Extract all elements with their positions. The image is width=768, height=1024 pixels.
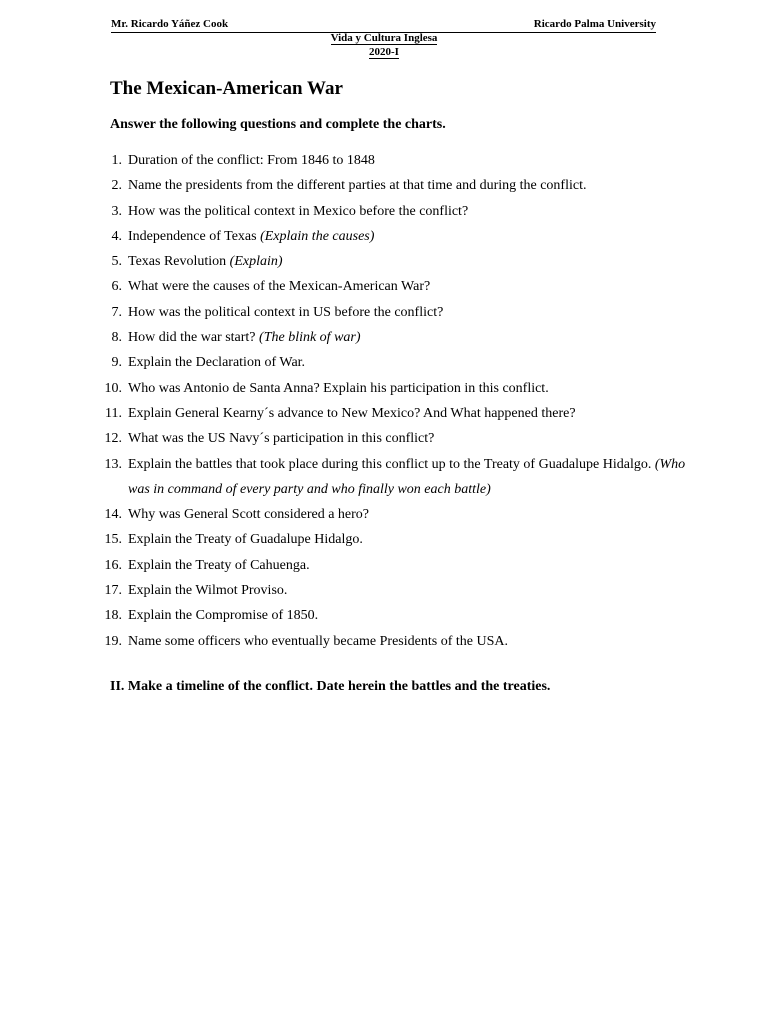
question-number: 18. xyxy=(104,608,122,624)
term-line xyxy=(0,45,768,59)
question-number: 6. xyxy=(111,279,122,295)
question-item xyxy=(100,300,700,325)
question-text xyxy=(122,426,700,451)
question-main-text: How was the political context in US before the conflict? xyxy=(128,304,444,320)
question-note: (Explain) xyxy=(229,254,283,270)
question-text xyxy=(122,224,700,249)
question-item xyxy=(100,148,700,173)
question-item xyxy=(100,224,700,249)
question-text xyxy=(122,527,700,552)
question-number: 12. xyxy=(104,431,122,447)
question-main-text: What was the US Navy´s participation in this conflict? xyxy=(128,431,435,447)
question-text xyxy=(122,199,700,224)
university-name: Ricardo Palma University xyxy=(533,18,656,30)
question-main-text: Duration of the conflict: From 1846 to 1848 xyxy=(128,153,375,168)
question-text xyxy=(122,148,700,173)
question-text xyxy=(122,376,700,401)
question-item xyxy=(100,173,700,198)
question-text xyxy=(122,249,700,274)
question-text xyxy=(122,553,700,578)
question-number: 17. xyxy=(104,583,122,599)
question-number: 19. xyxy=(104,633,122,649)
question-main-text: Who was Antonio de Santa Anna? Explain his participation in this conflict. xyxy=(128,380,549,396)
instruction-text: Answer the following questions and complete the charts. xyxy=(110,117,446,132)
question-item xyxy=(100,629,700,654)
question-main-text: Name some officers who eventually became Presidents of the USA. xyxy=(128,633,508,649)
question-text xyxy=(122,629,700,654)
question-item xyxy=(100,249,700,274)
question-text xyxy=(122,350,700,375)
question-number: 1. xyxy=(111,153,122,168)
question-main-text: What were the causes of the Mexican-American War? xyxy=(128,279,431,295)
question-item xyxy=(100,274,700,299)
question-item xyxy=(100,401,700,426)
question-text xyxy=(122,502,700,527)
question-text xyxy=(122,300,700,325)
course-name-line xyxy=(0,31,768,45)
question-item xyxy=(100,350,700,375)
question-list xyxy=(100,148,700,654)
question-number: 5. xyxy=(111,254,122,270)
section-two-heading: II. Make a timeline of the conflict. Date herein the battles and the treaties. xyxy=(110,679,551,694)
page-title: The Mexican-American War xyxy=(110,78,343,99)
term-label: 2020-I xyxy=(369,46,399,58)
question-text xyxy=(122,325,700,350)
question-number: 7. xyxy=(111,304,122,320)
question-number: 4. xyxy=(111,228,122,244)
question-number: 14. xyxy=(104,507,122,523)
question-main-text: Explain the battles that took place during this conflict up to the Treaty of Guadalupe Hidalgo. xyxy=(128,456,655,472)
question-main-text: Explain General Kearny´s advance to New Mexico? And What happened there? xyxy=(128,405,576,421)
question-item xyxy=(100,325,700,350)
question-item xyxy=(100,452,700,503)
question-item xyxy=(100,553,700,578)
question-note: (Explain the causes) xyxy=(260,228,375,244)
question-main-text: Explain the Wilmot Proviso. xyxy=(128,583,288,599)
question-item xyxy=(100,426,700,451)
question-number: 3. xyxy=(111,203,122,219)
question-item xyxy=(100,603,700,628)
question-text xyxy=(122,603,700,628)
question-number: 11. xyxy=(105,405,122,421)
question-item xyxy=(100,502,700,527)
question-main-text: How did the war start? xyxy=(128,330,260,346)
question-number: 13. xyxy=(104,456,122,472)
question-item xyxy=(100,527,700,552)
question-main-text: Explain the Treaty of Guadalupe Hidalgo. xyxy=(128,532,363,548)
question-main-text: Independence of Texas xyxy=(128,228,261,244)
teacher-name: Mr. Ricardo Yáñez Cook xyxy=(111,18,229,30)
question-text xyxy=(122,578,700,603)
question-text xyxy=(122,452,700,503)
question-number: 15. xyxy=(104,532,122,548)
question-number: 9. xyxy=(111,355,122,371)
question-item xyxy=(100,578,700,603)
question-main-text: Why was General Scott considered a hero? xyxy=(128,507,370,523)
question-text xyxy=(122,274,700,299)
question-item xyxy=(100,376,700,401)
question-text xyxy=(122,401,700,426)
question-number: 16. xyxy=(104,557,122,573)
question-main-text: Explain the Treaty of Cahuenga. xyxy=(128,557,310,573)
question-main-text: Name the presidents from the different parties at that time and during the conflict. xyxy=(128,178,587,194)
question-main-text: Explain the Declaration of War. xyxy=(128,355,306,371)
course-name: Vida y Cultura Inglesa xyxy=(330,32,438,44)
question-main-text: Texas Revolution xyxy=(128,254,230,270)
question-number: 8. xyxy=(111,330,122,346)
question-note: (The blink of war) xyxy=(259,330,361,346)
question-item xyxy=(100,199,700,224)
question-number: 2. xyxy=(111,178,122,194)
question-number: 10. xyxy=(104,380,122,396)
question-note: (Who was in command of every party and who finally won each battle) xyxy=(128,456,686,497)
question-main-text: How was the political context in Mexico before the conflict? xyxy=(128,203,469,219)
question-main-text: Explain the Compromise of 1850. xyxy=(128,608,319,624)
question-text xyxy=(122,173,700,198)
